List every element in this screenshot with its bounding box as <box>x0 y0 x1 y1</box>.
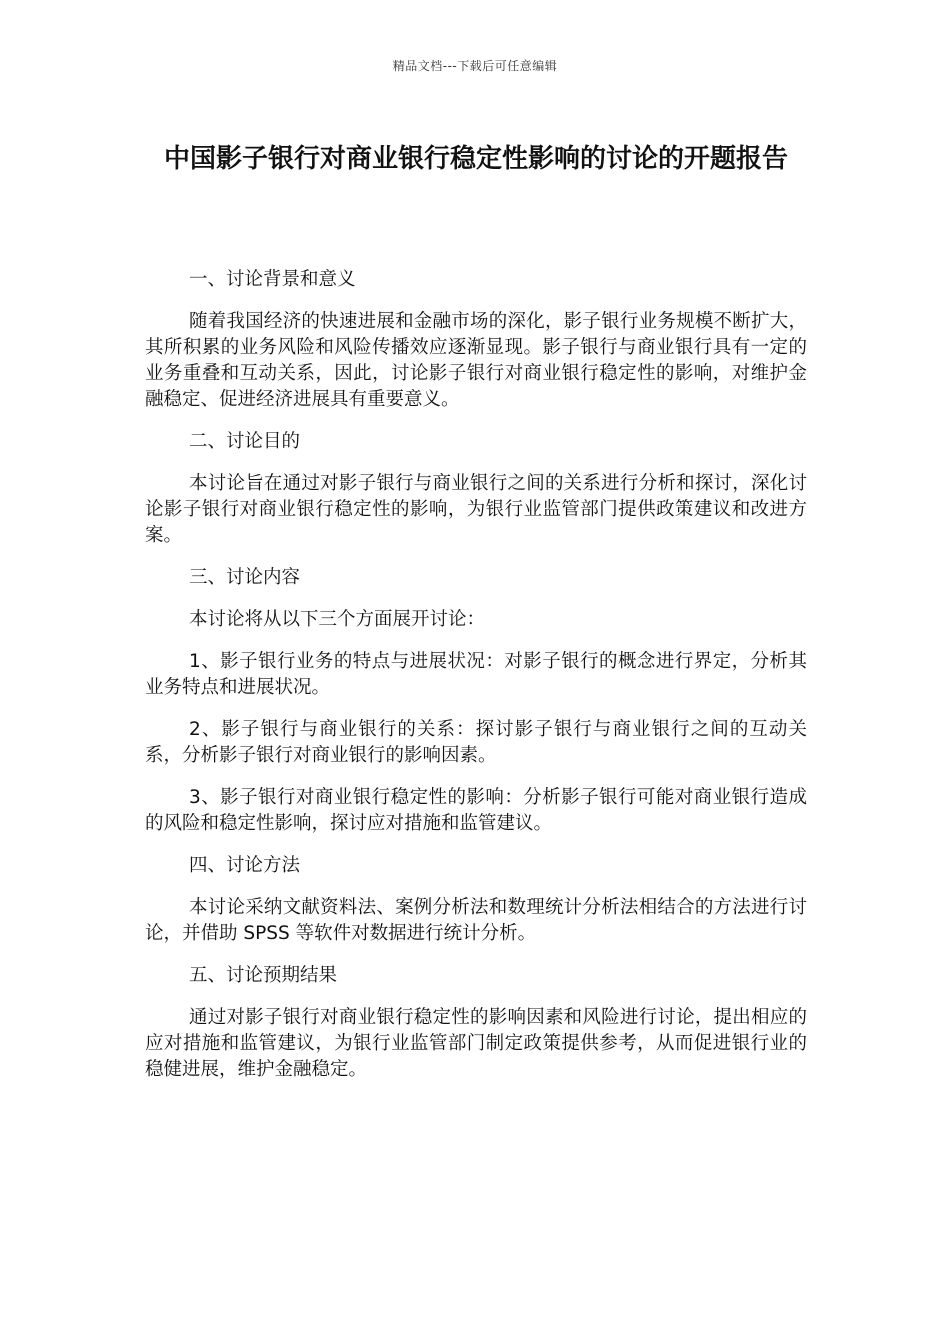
paragraph-content-intro: 本讨论将从以下三个方面展开讨论： <box>189 609 486 630</box>
list-item-content-2: 2、影子银行与商业银行的关系：探讨影子银行与商业银行之间的互动关系，分析影子银行对商业银行的影响因素。 <box>145 719 807 766</box>
section-heading-content: 三、讨论内容 <box>189 567 301 588</box>
list-item-content-1: 1、影子银行业务的特点与进展状况：对影子银行的概念进行界定，分析其业务特点和进展状况。 <box>145 651 807 698</box>
paragraph-purpose: 本讨论旨在通过对影子银行与商业银行之间的关系进行分析和探讨，深化讨论影子银行对商业银行稳定性的影响，为银行业监管部门提供政策建议和改进方案。 <box>145 473 807 546</box>
section-heading-purpose: 二、讨论目的 <box>189 431 301 452</box>
paragraph-results: 通过对影子银行对商业银行稳定性的影响因素和风险进行讨论，提出相应的应对措施和监管建议，为银行业监管部门制定政策提供参考，从而促进银行业的稳健进展，维护金融稳定。 <box>145 1007 807 1080</box>
header-note: 精品文档---下载后可任意编辑 <box>392 59 558 73</box>
section-heading-results: 五、讨论预期结果 <box>189 965 338 986</box>
paragraph-method: 本讨论采纳文献资料法、案例分析法和数理统计分析法相结合的方法进行讨论，并借助 SPSS 等软件对数据进行统计分析。 <box>145 897 807 944</box>
document-title: 中国影子银行对商业银行稳定性影响的讨论的开题报告 <box>163 144 788 174</box>
paragraph-background: 随着我国经济的快速进展和金融市场的深化，影子银行业务规模不断扩大，其所积累的业务风险和风险传播效应逐渐显现。影子银行与商业银行具有一定的业务重叠和互动关系，因此，讨论影子银行对商业银行稳定性的影响，对维护金融稳定、促进经济进展具有重要意义。 <box>145 311 807 410</box>
document-body <box>145 267 807 1099</box>
section-heading-background: 一、讨论背景和意义 <box>189 269 356 290</box>
section-heading-method: 四、讨论方法 <box>189 855 301 876</box>
list-item-content-3: 3、影子银行对商业银行稳定性的影响：分析影子银行可能对商业银行造成的风险和稳定性影响，探讨应对措施和监管建议。 <box>145 787 807 834</box>
